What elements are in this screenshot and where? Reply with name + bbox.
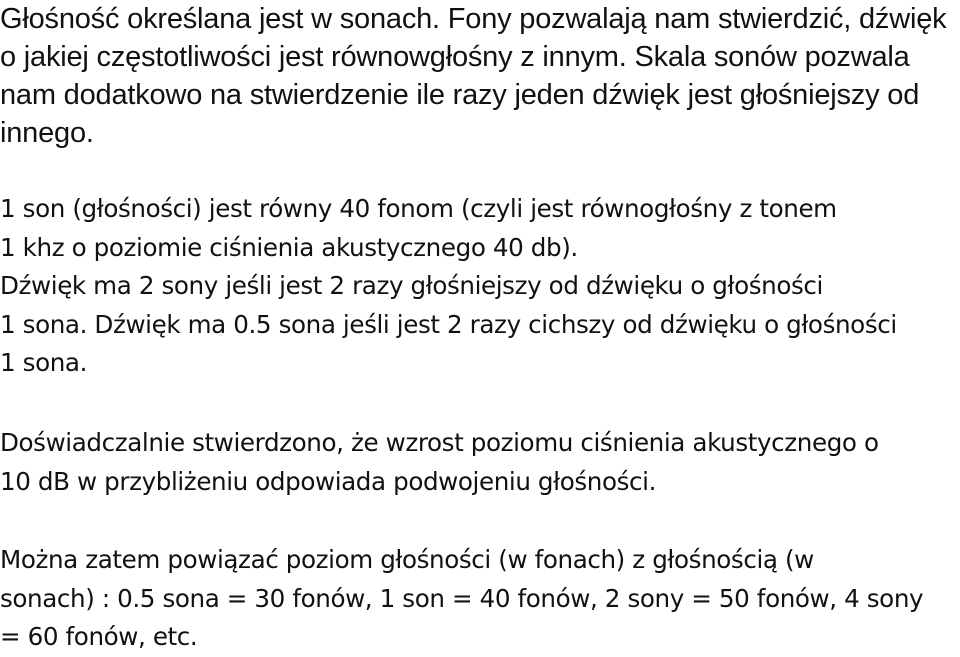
- text-line: Głośność określana jest w sonach. Fony pozwalają nam stwierdzić, dźwięk: [0, 3, 947, 35]
- text-line: 1 son (głośności) jest równy 40 fonom (czyli jest równogłośny z tonem: [0, 194, 837, 223]
- text-line: innego.: [0, 117, 94, 149]
- text-line: = 60 fonów, etc.: [0, 622, 198, 651]
- text-line: sonach) : 0.5 sona = 30 fonów, 1 son = 40 fonów, 2 sony = 50 fonów, 4 sony: [0, 583, 924, 613]
- paragraph-experimental-finding: [0, 424, 960, 501]
- text-line: 10 dB w przybliżeniu odpowiada podwojeniu głośności.: [0, 466, 657, 496]
- paragraph-loudness-intro: [0, 0, 960, 152]
- text-line: 1 khz o poziomie ciśnienia akustycznego 40 db).: [0, 232, 578, 262]
- text-line: Dźwięk ma 2 sony jeśli jest 2 razy głośniejszy od dźwięku o głośności: [0, 271, 823, 300]
- text-line: 1 sona.: [0, 348, 88, 377]
- text-line: o jakiej częstotliwości jest równowgłośny z innym. Skala sonów pozwala: [0, 41, 910, 73]
- paragraph-son-definition: [0, 190, 960, 383]
- text-line: Można zatem powiązać poziom głośności (w fonach) z głośnością (w: [0, 545, 814, 574]
- text-line: nam dodatkowo na stwierdzenie ile razy jeden dźwięk jest głośniejszy od: [0, 79, 920, 111]
- text-line: Doświadczalnie stwierdzono, że wzrost poziomu ciśnienia akustycznego o: [0, 428, 879, 457]
- paragraph-phon-son-relation: [0, 541, 960, 657]
- text-line: 1 sona. Dźwięk ma 0.5 sona jeśli jest 2 razy cichszy od dźwięku o głośności: [0, 309, 897, 339]
